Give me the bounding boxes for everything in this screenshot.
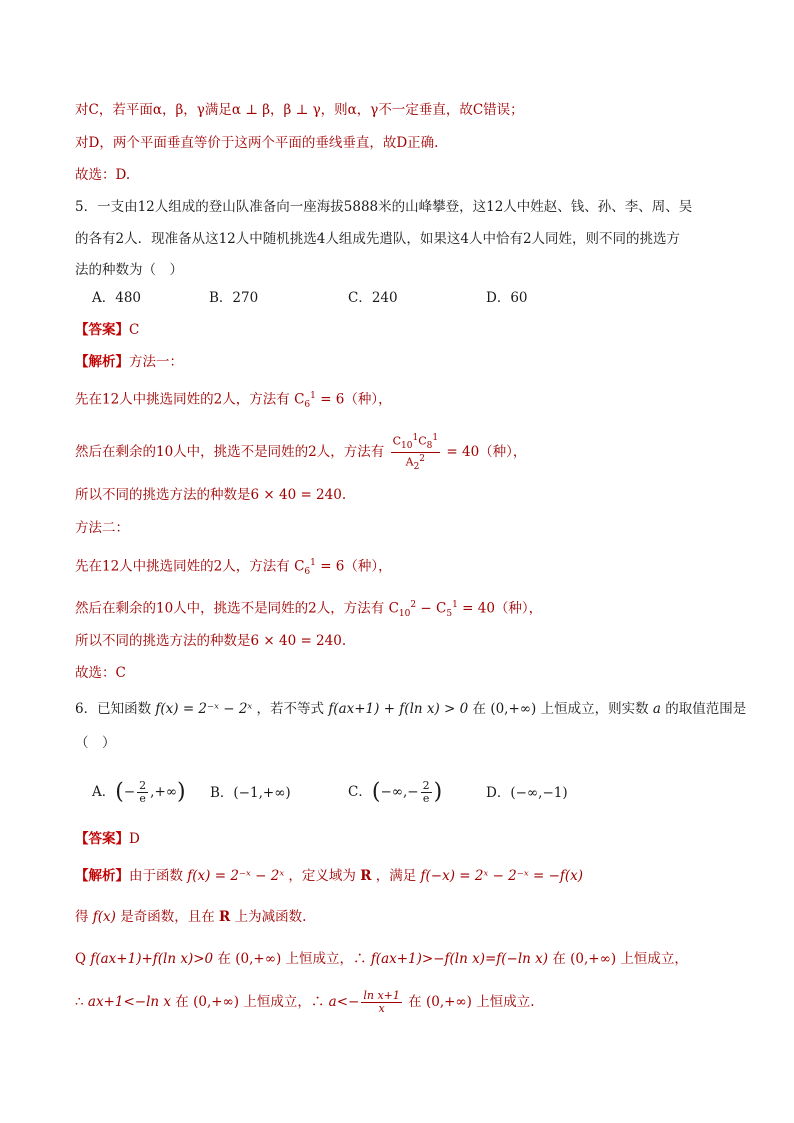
option-a: A．(− $\frac{2}{e}$ ,+∞) [92, 779, 186, 805]
analysis-row: 【解析】方法一： [75, 354, 183, 370]
question-5-text: 法的种数为（ ） [75, 262, 183, 278]
answer-row [75, 829, 140, 849]
solution-line: 然后在剩余的10人中，挑选不是同姓的2人，方法有 $\frac{C_{10}^1C_8^1}{A_2^2}$ = 40（种）， [75, 433, 527, 472]
solution-line: 先在12人中挑选同姓的2人，方法有 $C_6^1 = 6$（种）， [75, 391, 392, 411]
answer-value: C [129, 322, 140, 338]
question-5-text: 5．一支由12人组成的登山队准备向一座海拔5888米的山峰攀登，这12人中姓赵、钱、孙、李、周、吴 [75, 199, 693, 215]
solution-line: 得 f(x) 是奇函数，且在 R 上为减函数. [75, 909, 307, 925]
analysis-row: 【解析】由于函数 f(x) = 2⁻ˣ − 2ˣ ，定义域为 R ，满足 f(−x) = 2ˣ − 2⁻ˣ = −f(x) [75, 868, 584, 884]
fraction: $\frac{C_{10}^1C_8^1}{A_2^2}$ [392, 433, 439, 472]
text-line: 对C，若平面α，β，γ满足α ⊥ β，β ⊥ γ，则α，γ不一定垂直，故C错误； [75, 102, 524, 118]
option-c: C．240 [348, 290, 398, 306]
text-line: 故选：D. [75, 167, 131, 183]
option-b: B．(−1,+∞) [210, 785, 291, 801]
solution-line: 方法二： [75, 520, 129, 536]
option-b: B．270 [209, 290, 259, 306]
solution-line: 所以不同的挑选方法的种数是6 × 40 = 240. [75, 487, 347, 503]
question-6-text: 6．已知函数 f(x) = 2⁻ˣ − 2ˣ ，若不等式 f(ax+1) + f(ln x) > 0 在 (0,+∞) 上恒成立，则实数 a 的取值范围是 [75, 701, 747, 717]
option-d: D．60 [486, 290, 528, 306]
text-line: 对D，两个平面垂直等价于这两个平面的垂线垂直，故D正确. [75, 135, 439, 151]
analysis-label: 【解析】 [75, 868, 129, 884]
option-a: A．480 [92, 290, 142, 306]
answer-value: D [129, 831, 140, 847]
solution-line: 故选：C [75, 665, 126, 681]
solution-line: Q f(ax+1)+f(ln x)>0 在 (0,+∞) 上恒成立，∴ f(ax+1)>−f(ln x)=f(−ln x) 在 (0,+∞) 上恒成立， [75, 951, 688, 967]
answer-label: 【答案】 [75, 322, 129, 338]
question-6-text: （ ） [75, 735, 116, 751]
solution-line: ∴ ax+1<−ln x 在 (0,+∞) 上恒成立，∴ a<− $\frac{\text{ln x+1}}{x}$ 在 (0,+∞) 上恒成立. [75, 989, 535, 1015]
option-d: D．(−∞,−1) [486, 785, 568, 801]
solution-line: 然后在剩余的10人中，挑选不是同姓的2人，方法有 $C_{10}^2 - C_5^1 = 40$（种）， [75, 600, 543, 620]
analysis-label: 【解析】 [75, 354, 129, 370]
question-5-text: 的各有2人．现准备从这12人中随机挑选4人组成先遣队，如果这4人中恰有2人同姓，则不同的挑选方 [75, 231, 681, 247]
solution-line: 所以不同的挑选方法的种数是6 × 40 = 240. [75, 633, 347, 649]
answer-label: 【答案】 [75, 831, 129, 847]
fraction: $\frac{\text{ln x+1}}{x}$ [363, 989, 400, 1015]
solution-line: 先在12人中挑选同姓的2人，方法有 $C_6^1 = 6$（种）， [75, 558, 392, 578]
option-c: C．(−∞,− $\frac{2}{e}$ ) [348, 779, 443, 805]
answer-row [75, 320, 139, 340]
